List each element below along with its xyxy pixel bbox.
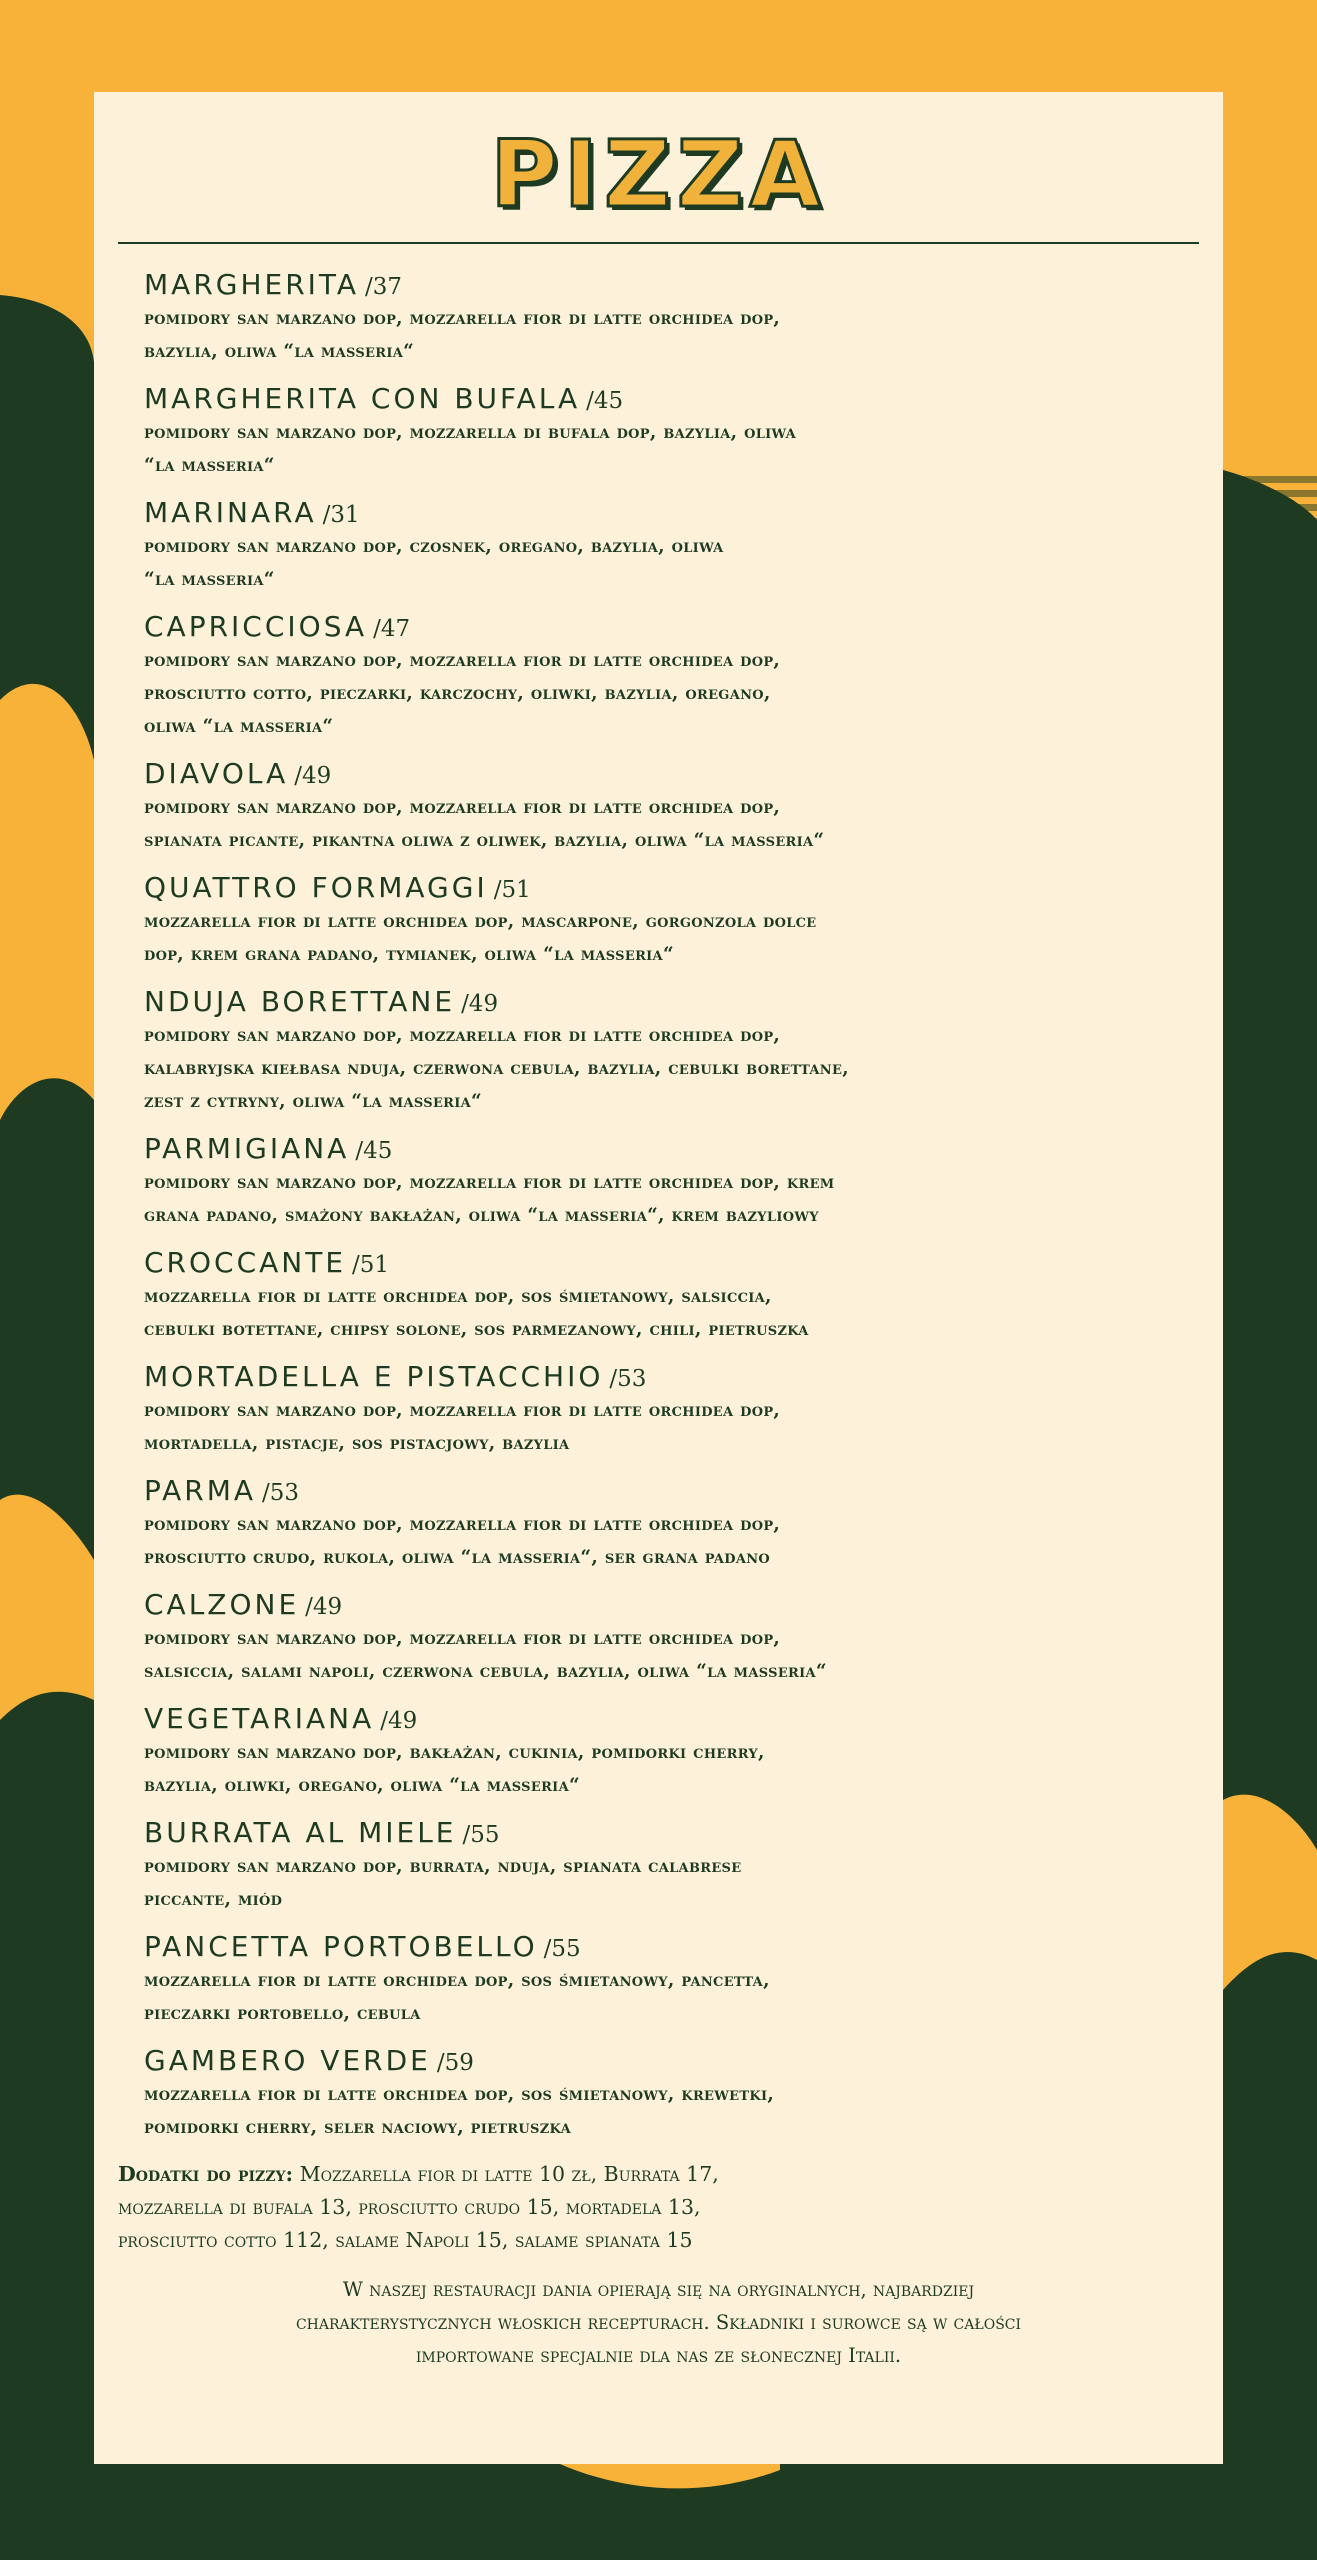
item-price: /49 [294,763,332,789]
menu-item [144,2044,1173,2144]
menu-item [144,871,1173,971]
menu-item [144,1702,1173,1802]
item-price: /55 [543,1936,581,1962]
item-description-line: spianata picante, pikantna oliwa z oliwek, bazylia, oliwa “la masseria“ [144,830,825,851]
item-name: PARMIGIANA [144,1132,350,1165]
menu-item-header [144,1816,1173,1850]
item-description-line: “la masseria“ [144,455,275,476]
item-name: CALZONE [144,1588,300,1621]
menu-item [144,1930,1173,2030]
menu-item [144,382,1173,482]
item-price: /51 [493,877,531,903]
item-description-line: zest z cytryny, oliwa “la masseria“ [144,1091,482,1112]
item-price: /45 [355,1138,393,1164]
item-description-line: bazylia, oliwki, oregano, oliwa “la masseria“ [144,1775,580,1796]
item-description-line: dop, krem grana padano, tymianek, oliwa “la masseria“ [144,944,674,965]
item-description-line: prosciutto cotto, pieczarki, karczochy, oliwki, bazylia, oregano, [144,683,771,704]
item-price: /49 [461,991,499,1017]
item-price: /51 [352,1252,390,1278]
item-name: GAMBERO VERDE [144,2044,431,2077]
menu-item-header [144,985,1173,1019]
addons [118,2158,1199,2257]
menu-item-header [144,1360,1173,1394]
item-description-line: mozzarella fior di latte orchidea dop, sos śmietanowy, krewetki, [144,2084,775,2105]
addons-label: Dodatki do pizzy: [118,2162,294,2186]
item-price: /53 [609,1366,647,1392]
item-description-line: oliwa “la masseria“ [144,716,334,737]
menu-item-header [144,382,1173,416]
item-description-line: pomidory san marzano dop, mozzarella fior di latte orchidea dop, [144,797,781,818]
item-price: /37 [365,274,403,300]
item-name: MARINARA [144,496,317,529]
item-price: /45 [586,388,624,414]
menu-item-header [144,2044,1173,2078]
item-description-line: pomidory san marzano dop, mozzarella fior di latte orchidea dop, [144,650,781,671]
page-title: PIZZA [490,121,827,228]
footnote-line: importowane specjalnie dla nas ze słonecznej Italii. [415,2344,902,2367]
item-name: BURRATA AL MIELE [144,1816,457,1849]
addons-line: prosciutto cotto 112, salame Napoli 15, salame spianata 15 [118,2228,693,2252]
item-name: CROCCANTE [144,1246,347,1279]
item-description-line: pomidory san marzano dop, mozzarella fior di latte orchidea dop, krem [144,1172,835,1193]
menu-item-header [144,496,1173,530]
item-description-line: pomidory san marzano dop, czosnek, oregano, bazylia, oliwa [144,536,724,557]
item-description-line: pomidory san marzano dop, mozzarella fior di latte orchidea dop, [144,1025,781,1046]
item-description-line: pomidorki cherry, seler naciowy, pietruszka [144,2117,571,2138]
menu-panel [94,92,1223,2464]
menu-item [144,1246,1173,1346]
item-description-line: salsiccia, salami napoli, czerwona cebula, bazylia, oliwa “la masseria“ [144,1661,827,1682]
item-description-line: bazylia, oliwa “la masseria“ [144,341,415,362]
item-description-line: mortadella, pistacje, sos pistacjowy, bazylia [144,1433,570,1454]
menu-item [144,757,1173,857]
menu-item [144,1816,1173,1916]
item-description-line: pomidory san marzano dop, mozzarella fior di latte orchidea dop, [144,308,781,329]
item-name: VEGETARIANA [144,1702,375,1735]
menu-item-header [144,757,1173,791]
addons-line: Mozzarella fior di latte 10 zł, Burrata 17, [299,2162,719,2186]
menu-item-header [144,1132,1173,1166]
item-price: /55 [462,1822,500,1848]
item-description-line: prosciutto crudo, rukola, oliwa “la masseria“, ser grana padano [144,1547,771,1568]
menu-items [118,244,1199,2144]
menu-item-header [144,1930,1173,1964]
item-name: MARGHERITA CON BUFALA [144,382,581,415]
item-price: /49 [305,1594,343,1620]
menu-item [144,1588,1173,1688]
footnote [118,2273,1199,2372]
item-description-line: mozzarella fior di latte orchidea dop, sos śmietanowy, salsiccia, [144,1286,772,1307]
menu-item [144,268,1173,368]
item-description-line: pomidory san marzano dop, mozzarella fior di latte orchidea dop, [144,1514,781,1535]
item-name: PARMA [144,1474,257,1507]
item-description-line: kalabryjska kiełbasa nduja, czerwona cebula, bazylia, cebulki borettane, [144,1058,849,1079]
item-name: PANCETTA PORTOBELLO [144,1930,538,1963]
item-name: CAPRICCIOSA [144,610,368,643]
menu-item-header [144,1246,1173,1280]
menu-item [144,610,1173,743]
item-name: QUATTRO FORMAGGI [144,871,488,904]
item-name: NDUJA BORETTANE [144,985,456,1018]
menu-item [144,1132,1173,1232]
item-price: /59 [436,2050,474,2076]
item-name: MORTADELLA E PISTACCHIO [144,1360,604,1393]
item-description-line: piccante, miód [144,1889,283,1910]
menu-item-header [144,1702,1173,1736]
addons-line: mozzarella di bufala 13, prosciutto crudo 15, mortadela 13, [118,2195,701,2219]
item-description-line: mozzarella fior di latte orchidea dop, mascarpone, gorgonzola dolce [144,911,817,932]
menu-item [144,1474,1173,1574]
item-description-line: “la masseria“ [144,569,275,590]
item-name: DIAVOLA [144,757,289,790]
item-description-line: pomidory san marzano dop, burrata, nduja, spianata calabrese [144,1856,742,1877]
item-name: MARGHERITA [144,268,360,301]
item-description-line: pieczarki portobello, cebula [144,2003,421,2024]
item-description-line: grana padano, smażony bakłażan, oliwa “la masseria“, krem bazyliowy [144,1205,819,1226]
item-description-line: pomidory san marzano dop, mozzarella di bufala dop, bazylia, oliwa [144,422,796,443]
menu-item-header [144,871,1173,905]
item-price: /47 [373,616,411,642]
item-price: /53 [262,1480,300,1506]
item-description-line: mozzarella fior di latte orchidea dop, sos śmietanowy, pancetta, [144,1970,770,1991]
menu-item-header [144,1474,1173,1508]
footnote-line: charakterystycznych włoskich recepturach. Składniki i surowce są w całości [295,2311,1022,2334]
menu-item-header [144,610,1173,644]
menu-item [144,496,1173,596]
item-description-line: pomidory san marzano dop, mozzarella fior di latte orchidea dop, [144,1628,781,1649]
menu-item [144,1360,1173,1460]
item-price: /31 [322,502,360,528]
item-description-line: pomidory san marzano dop, bakłażan, cukinia, pomidorki cherry, [144,1742,765,1763]
footnote-line: W naszej restauracji dania opierają się na oryginalnych, najbardziej [342,2278,975,2301]
menu-item [144,985,1173,1118]
menu-item-header [144,268,1173,302]
item-description-line: cebulki botettane, chipsy solone, sos parmezanowy, chili, pietruszka [144,1319,809,1340]
item-description-line: pomidory san marzano dop, mozzarella fior di latte orchidea dop, [144,1400,781,1421]
item-price: /49 [380,1708,418,1734]
menu-item-header [144,1588,1173,1622]
